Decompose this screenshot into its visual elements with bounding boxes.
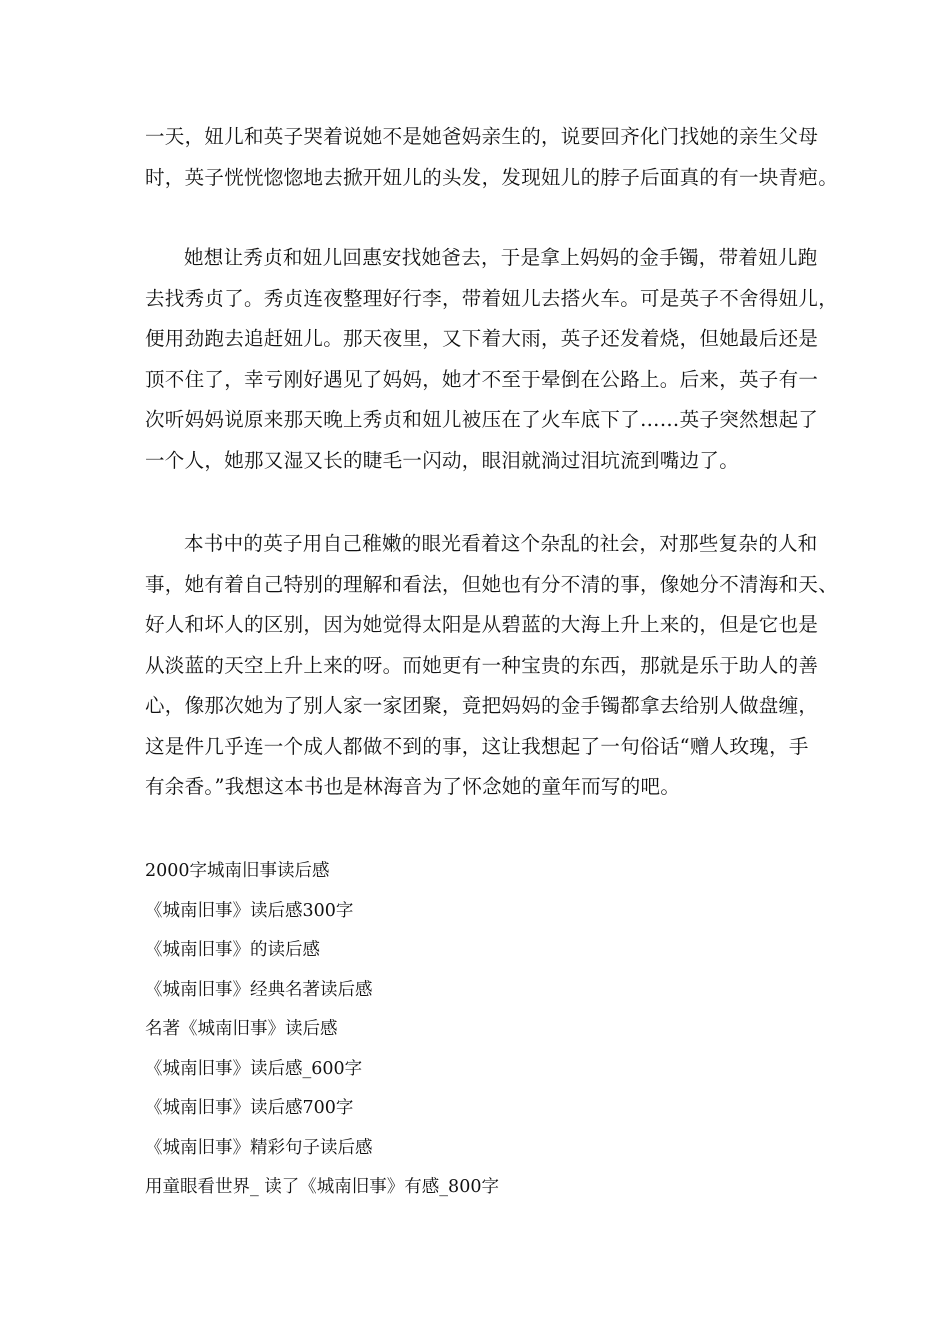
paragraph-line: 一天，妞儿和英子哭着说她不是她爸妈亲生的，说要回齐化门找她的亲生父母: [145, 125, 819, 148]
paragraph-line: 本书中的英子用自己稚嫩的眼光看着这个杂乱的社会，对那些复杂的人和: [184, 532, 818, 555]
paragraph-line: 事，她有着自己特别的理解和看法，但她也有分不清的事，像她分不清海和天、: [145, 572, 839, 596]
related-article-link[interactable]: 《城南旧事》经典名著读后感: [145, 979, 373, 1000]
paragraph-2: [145, 238, 839, 481]
paragraph-line: 有余香。”我想这本书也是林海音为了怀念她的童年而写的吧。: [145, 775, 681, 798]
related-article-link[interactable]: 《城南旧事》的读后感: [145, 940, 320, 960]
paragraph-line: 一个人，她那又湿又长的睫毛一闪动，眼泪就淌过泪坑流到嘴边了。: [145, 448, 740, 472]
paragraph-line: 时，英子恍恍惚惚地去掀开妞儿的头发，发现妞儿的脖子后面真的有一块青疤。: [145, 165, 839, 189]
paragraph-line: 她想让秀贞和妞儿回惠安找她爸去，于是拿上妈妈的金手镯，带着妞儿跑: [184, 246, 818, 269]
related-articles-list: [145, 852, 499, 1208]
related-article-link[interactable]: 《城南旧事》精彩句子读后感: [145, 1137, 373, 1158]
related-article-link[interactable]: 《城南旧事》读后感300字: [145, 900, 354, 921]
related-article-link[interactable]: 名著《城南旧事》读后感: [145, 1019, 338, 1039]
paragraph-1: [145, 117, 839, 198]
paragraph-line: 次听妈妈说原来那天晚上秀贞和妞儿被压在了火车底下了……英子突然想起了: [145, 408, 819, 431]
paragraph-line: 心，像那次她为了别人家一家团聚，竟把妈妈的金手镯都拿去给别人做盘缠，: [145, 694, 819, 717]
related-article-link[interactable]: 2000字城南旧事读后感: [145, 861, 330, 881]
paragraph-line: 这是件几乎连一个成人都做不到的事，这让我想起了一句俗话“赠人玫瑰，手: [145, 734, 809, 758]
paragraph-line: 顶不住了，幸亏刚好遇见了妈妈，她才不至于晕倒在公路上。后来，英子有一: [145, 367, 819, 391]
paragraph-line: 从淡蓝的天空上升上来的呀。而她更有一种宝贵的东西，那就是乐于助人的善: [145, 653, 819, 677]
related-article-link[interactable]: 用童眼看世界_ 读了《城南旧事》有感_800字: [145, 1177, 499, 1197]
paragraph-line: 好人和坏人的区别，因为她觉得太阳是从碧蓝的大海上升上来的，但是它也是: [145, 613, 819, 636]
related-article-link[interactable]: 《城南旧事》读后感_600字: [145, 1058, 363, 1079]
paragraph-3: [145, 524, 839, 808]
paragraph-line: 去找秀贞了。秀贞连夜整理好行李，带着妞儿去搭火车。可是英子不舍得妞儿，: [145, 286, 839, 310]
paragraph-line: 便用劲跑去追赶妞儿。那天夜里，又下着大雨，英子还发着烧，但她最后还是: [145, 327, 819, 350]
related-article-link[interactable]: 《城南旧事》读后感700字: [145, 1098, 354, 1118]
